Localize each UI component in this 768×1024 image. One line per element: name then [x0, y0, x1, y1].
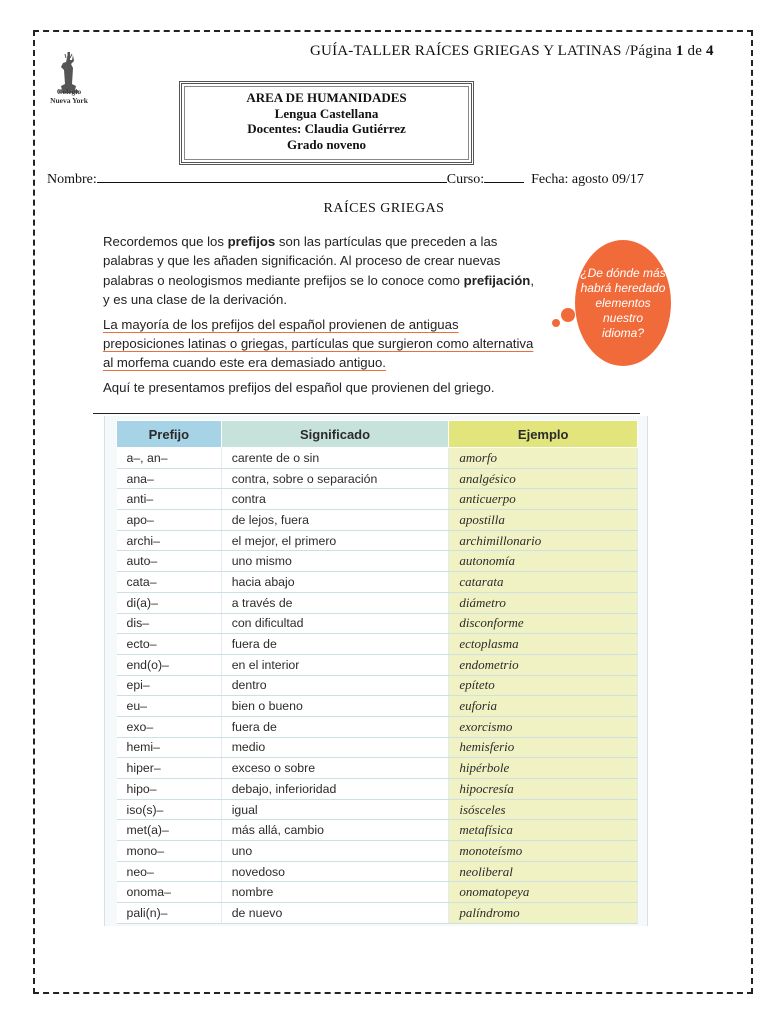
prefix-cell: pali(n)– — [117, 903, 222, 924]
table-row — [117, 530, 638, 551]
meaning-cell: hacia abajo — [221, 572, 449, 593]
table-row — [117, 841, 638, 862]
divider — [93, 413, 640, 414]
page-of-text: de — [683, 43, 707, 59]
prefix-cell: mono– — [117, 841, 222, 862]
example-cell: hipocresía — [449, 779, 638, 800]
prefix-cell: a–, an– — [117, 448, 222, 469]
prefix-cell: met(a)– — [117, 820, 222, 841]
bubble-line-1: ¿De dónde más — [580, 265, 666, 280]
prefix-cell: iso(s)– — [117, 799, 222, 820]
meaning-cell: de lejos, fuera — [221, 510, 449, 531]
example-cell: hipérbole — [449, 758, 638, 779]
section-title: RAÍCES GRIEGAS — [323, 201, 445, 216]
prefix-cell: end(o)– — [117, 654, 222, 675]
grade-level: Grado noveno — [286, 136, 367, 152]
intro-paragraph-3: Aquí te presentamos prefijos del español que provienen del griego. — [103, 379, 495, 395]
bubble-line-4: idioma? — [601, 325, 645, 340]
prefix-cell: epi– — [117, 675, 222, 696]
table-row — [117, 468, 638, 489]
prefix-cell: apo– — [117, 510, 222, 531]
table-row — [117, 882, 638, 903]
example-cell: monoteísmo — [449, 841, 638, 862]
table-row — [117, 510, 638, 531]
meaning-cell: de nuevo — [221, 903, 449, 924]
table-row — [117, 861, 638, 882]
table-row — [117, 572, 638, 593]
meaning-cell: exceso o sobre — [221, 758, 449, 779]
intro-text-span: Recordemos que los — [103, 234, 228, 249]
meaning-cell: fuera de — [221, 634, 449, 655]
example-cell: exorcismo — [449, 716, 638, 737]
subject-title: Lengua Castellana — [274, 105, 379, 121]
table-row — [117, 489, 638, 510]
example-cell: analgésico — [449, 468, 638, 489]
header-title-text: GUÍA-TALLER RAÍCES GRIEGAS Y LATINAS /Página — [310, 43, 676, 59]
meaning-cell: uno — [221, 841, 449, 862]
intro-paragraph-2: La mayoría de los prefijos del español provienen de antiguas preposiciones latinas o griegas, partículas que surgieron como alternativa al morfema cuando este era demasiado antiguo. — [103, 316, 534, 371]
curso-field[interactable] — [484, 170, 524, 183]
table-row — [117, 654, 638, 675]
example-cell: archimillonario — [449, 530, 638, 551]
table-row — [117, 903, 638, 924]
prefix-table-container — [104, 416, 648, 926]
example-cell: metafísica — [449, 820, 638, 841]
example-cell: isósceles — [449, 799, 638, 820]
prefix-cell: hiper– — [117, 758, 222, 779]
table-row — [117, 448, 638, 469]
bubble-line-3: elementos nuestro — [595, 295, 651, 325]
table-row — [117, 820, 638, 841]
example-cell: disconforme — [449, 613, 638, 634]
example-cell: palíndromo — [449, 903, 638, 924]
prefix-cell: ecto– — [117, 634, 222, 655]
table-row — [117, 551, 638, 572]
nombre-field[interactable] — [97, 170, 447, 183]
header-title — [310, 43, 714, 60]
example-cell: amorfo — [449, 448, 638, 469]
bubble-dot-large — [561, 308, 575, 322]
meaning-cell: debajo, inferioridad — [221, 779, 449, 800]
prefix-cell: di(a)– — [117, 592, 222, 613]
prefix-cell: eu– — [117, 696, 222, 717]
page-total: 4 — [706, 43, 714, 59]
page-current: 1 — [675, 43, 684, 59]
table-row — [117, 634, 638, 655]
meaning-cell: contra, sobre o separación — [221, 468, 449, 489]
example-cell: anticuerpo — [449, 489, 638, 510]
example-cell: onomatopeya — [449, 882, 638, 903]
table-row — [117, 779, 638, 800]
meaning-cell: novedoso — [221, 861, 449, 882]
meaning-cell: a través de — [221, 592, 449, 613]
prefix-cell: exo– — [117, 716, 222, 737]
example-cell: ectoplasma — [449, 634, 638, 655]
prefix-cell: archi– — [117, 530, 222, 551]
curso-label: Curso: — [446, 172, 485, 187]
table-row — [117, 716, 638, 737]
student-info-line — [47, 170, 727, 188]
meaning-cell: bien o bueno — [221, 696, 449, 717]
prefix-cell: anti– — [117, 489, 222, 510]
question-bubble — [575, 240, 671, 366]
example-cell: epíteto — [449, 675, 638, 696]
header-ejemplo: Ejemplo — [449, 421, 638, 448]
logo-line-1: Colegio — [56, 87, 82, 96]
meaning-cell: en el interior — [221, 654, 449, 675]
meaning-cell: con dificultad — [221, 613, 449, 634]
meaning-cell: contra — [221, 489, 449, 510]
area-title: AREA DE HUMANIDADES — [246, 90, 407, 105]
example-cell: hemisferio — [449, 737, 638, 758]
meaning-cell: carente de o sin — [221, 448, 449, 469]
bubble-dot-small — [552, 319, 560, 327]
header-significado: Significado — [221, 421, 449, 448]
header-prefijo: Prefijo — [117, 421, 222, 448]
meaning-cell: medio — [221, 737, 449, 758]
table-row — [117, 737, 638, 758]
prefix-table — [116, 420, 638, 924]
prefix-cell: cata– — [117, 572, 222, 593]
term-prefijos: prefijos — [227, 234, 276, 249]
intro-text-span: son las partículas que preceden a las palabras y que les añaden significación. Al proceso de crear nuevas palabras o neologismos mediante prefijos se lo conoce como — [103, 234, 501, 288]
intro-text-span: , y es una clase de la derivación. — [103, 272, 535, 308]
meaning-cell: igual — [221, 799, 449, 820]
example-cell: apostilla — [449, 510, 638, 531]
logo-line-2: Nueva York — [50, 96, 88, 105]
title-box — [179, 81, 474, 165]
example-cell: autonomía — [449, 551, 638, 572]
table-row — [117, 613, 638, 634]
meaning-cell: dentro — [221, 675, 449, 696]
meaning-cell: el mejor, el primero — [221, 530, 449, 551]
term-prefijacion: prefijación — [463, 272, 531, 288]
table-body — [117, 448, 638, 924]
table-row — [117, 799, 638, 820]
table-row — [117, 696, 638, 717]
nombre-label: Nombre: — [47, 172, 97, 187]
table-row — [117, 675, 638, 696]
prefix-cell: ana– — [117, 468, 222, 489]
table-row — [117, 758, 638, 779]
logo-text — [44, 87, 94, 105]
prefix-cell: hipo– — [117, 779, 222, 800]
prefix-cell: dis– — [117, 613, 222, 634]
example-cell: diámetro — [449, 592, 638, 613]
intro-paragraph-1 — [103, 232, 543, 310]
example-cell: neoliberal — [449, 861, 638, 882]
bubble-line-2: habrá heredado — [580, 280, 666, 295]
prefix-cell: neo– — [117, 861, 222, 882]
intro-text — [103, 232, 543, 397]
prefix-cell: hemi– — [117, 737, 222, 758]
prefix-cell: onoma– — [117, 882, 222, 903]
example-cell: euforia — [449, 696, 638, 717]
table-header-row — [117, 421, 638, 448]
example-cell: endometrio — [449, 654, 638, 675]
meaning-cell: nombre — [221, 882, 449, 903]
fecha-label: Fecha: agosto 09/17 — [531, 172, 644, 187]
meaning-cell: fuera de — [221, 716, 449, 737]
teacher-name: Docentes: Claudia Gutiérrez — [247, 121, 406, 136]
prefix-cell: auto– — [117, 551, 222, 572]
example-cell: catarata — [449, 572, 638, 593]
meaning-cell: uno mismo — [221, 551, 449, 572]
table-row — [117, 592, 638, 613]
meaning-cell: más allá, cambio — [221, 820, 449, 841]
